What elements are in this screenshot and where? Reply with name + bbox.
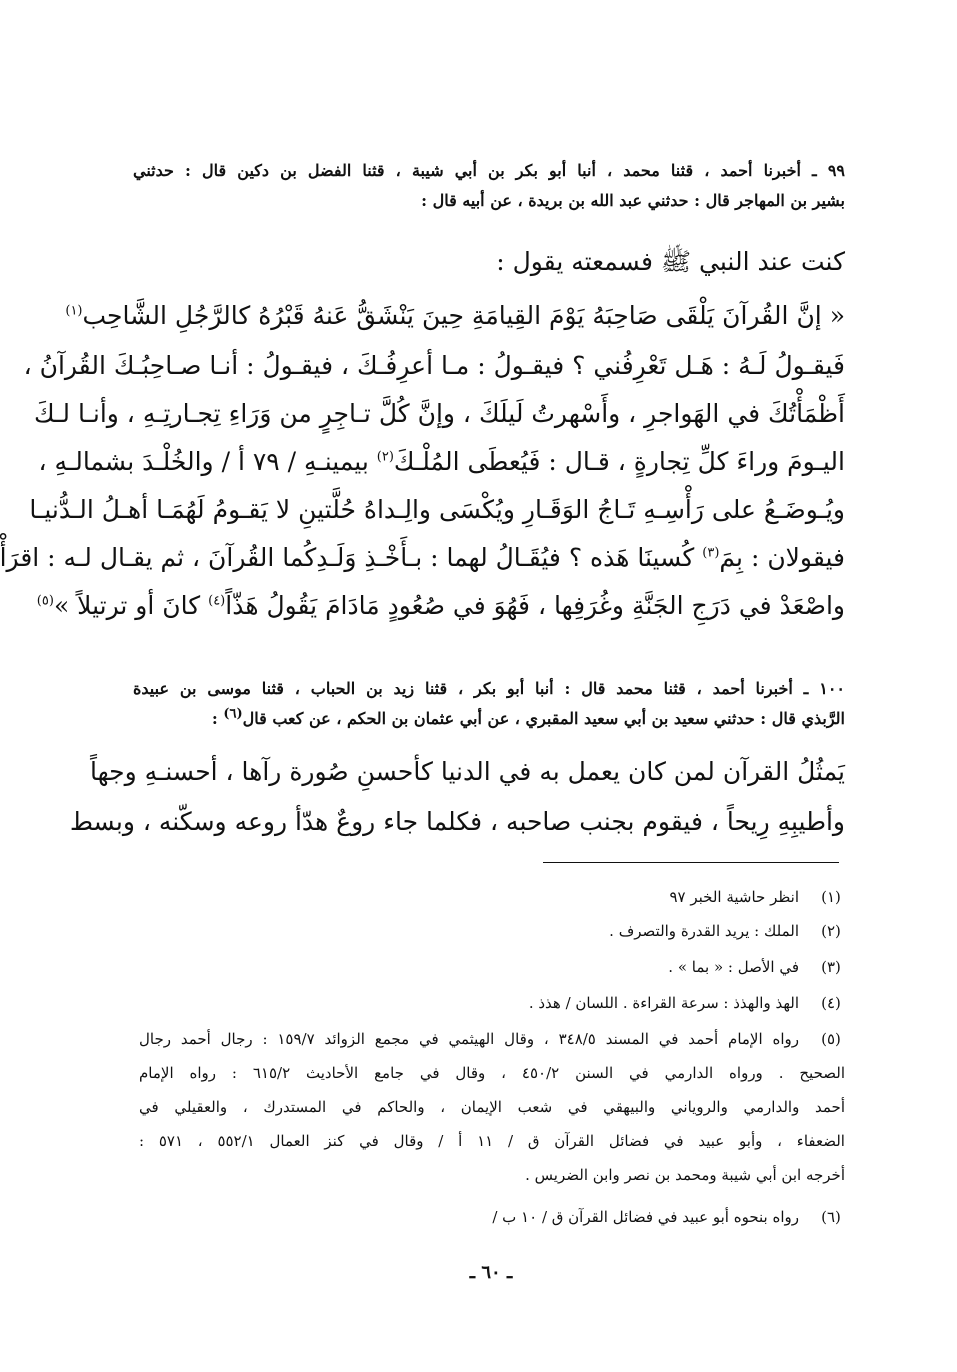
hadith-100-text-line-1: يَمثُلُ القرآن لمن كان يعمل به في الدنيا كأحسنِ صُورة رآها ، أحسنـهِ وجهاً — [90, 757, 845, 786]
footnote-4-text: الهذ والهذذ : سرعة القراءة . اللسان / هذذ . — [528, 994, 799, 1012]
footnote-1-number: (١) — [821, 888, 841, 906]
hadith-99-chain-line-2: بشير بن المهاجر قال : حدثني عبد الله بن بريدة ، عن أبيه قال : — [421, 191, 845, 210]
hadith-100-text-line-2: وأطيبِهِ رِيحاً ، فيقوم بجنب صاحبه ، فكلما جاء روعٌ هدّأ روعه وسكّنه ، وبسط — [69, 807, 845, 836]
footnote-ref-3: (٣) — [702, 545, 720, 561]
footnote-ref-4: (٤) — [208, 593, 226, 609]
footnote-6 — [139, 1204, 845, 1230]
hadith-99-chain-line-1: ٩٩ ـ أخبرنا أحمد ، قثنا محمد ، أنبا أبو بكر بن أبي شيبة ، قثنا الفضل بن دكين قال : حدثني — [133, 161, 845, 180]
hadith-99-text-line-1: « إنَّ القُرآنَ يَلْقَى صَاحِبَهُ يَوْمَ القِيامَةِ حِينَ يَنْشَقُّ عَنهُ قَبْرُهُ كالرَّجُلِ الشَّاحِب$^{(١)}$ — [65, 301, 845, 330]
footnote-2-number: (٢) — [821, 922, 841, 940]
footnote-5-line-3: أحمد والدارمي والروياني والبيهقي في شعب الإيمان ، والحاكم في المستدرك ، والعقيلي في — [139, 1098, 845, 1116]
footnote-1-text: انظر حاشية الخبر ٩٧ — [669, 888, 799, 906]
page-number: ـ ٦٠ ـ — [469, 1262, 513, 1283]
hadith-99-text-line-4: اليـومَ وراءَ كلِّ تِجارةٍ ، قـال : فَيُعطَى المُلْـكَ$^{(٢)}$ بيمينـهِ / ٧٩ أ / والخُلْـدَ بشمالـهِ ، — [38, 447, 845, 476]
footnote-ref-1: (١) — [65, 303, 83, 319]
footnote-5-line-2: الصحيح . ورواه الدارمي في السنن ٤٥٠/٢ ، وقال في جامع الأحاديث ٦١٥/٢ : رواه الإمام — [139, 1064, 845, 1082]
footnote-ref-2: (٢) — [376, 449, 394, 465]
footnote-5-line-5: أخرجه ابن أبي شيبة ومحمد بن نصر وابن الضريس . — [525, 1166, 845, 1184]
footnote-2 — [139, 918, 845, 944]
hadith-100-chain-line-2: الرَّبذي قال : حدثني سعيد بن أبي سعيد المقبري ، عن أبي عثمان بن الحكم ، عن كعب قال$^{(٦)}$ : — [211, 706, 845, 728]
hadith-99-text-line-6: فيقولان : بِمَ$^{(٣)}$ كُسينَا هَذه ؟ فيُقَـالُ لهما : بـأَخْـذِ وَلَـدِكُما القُرآنَ ، ثم يقـال لـه : اقرَأْ — [0, 543, 845, 572]
hadith-99-text-line-2: فَيقـولُ لَـهُ : هَـل تَعْرِفُني ؟ فيقـولُ : مـا أعرِفُـكَ ، فيقـولُ : أنـا صـاحِبُـكَ القُرآنُ ، — [23, 351, 845, 380]
footnote-2-text: الملك : يريد القدرة والتصرف . — [609, 922, 799, 940]
footnote-ref-6: (٦) — [223, 706, 243, 722]
hadith-99-text-line-7: واصْعَدْ في دَرَجِ الجَنَّةِ وغُرَفِها ، فَهُوَ في صُعُودٍ مَادَامَ يَقُولُ هَذّاً$^{(٤)}$ كانَ أو ترتيلاً »$^{(٥)}$ — [36, 591, 845, 620]
footnote-5-line-4: الضعفاء ، وأبو عبيد في فضائل القرآن ق / ١١ أ / وقال في كنز العمال ٥٥٢/١ ، ٥٧١ : — [139, 1132, 845, 1150]
footnote-separator — [543, 862, 839, 863]
footnote-5-line-1: رواه الإمام أحمد في المسند ٣٤٨/٥ ، وقال الهيثمي في مجمع الزوائد ١٥٩/٧ : رجال أحمد رجال — [139, 1030, 799, 1048]
hadith-99-text-line-3: أَظْمَأْتُكَ في الهَواجرِ ، وأَسْهرتُ لَيلَكَ ، وإنَّ كُلَّ تـاجِرٍ من وَرَاءِ تِجـارتِـهِ ، وأنـا لـكَ — [33, 399, 845, 428]
hadith-99-text-line-5: ويُـوضَـعُ على رَأْسِـهِ تَـاجُ الوَقَـارِ ويُكْسَى والِـداهُ حُلَّتينِ لا يَقـومُ لَهُمَـا أهـلُ الـدُّنيـا — [29, 495, 845, 524]
footnote-ref-5: (٥) — [36, 593, 54, 609]
footnote-3-number: (٣) — [821, 958, 841, 976]
footnote-5-number: (٥) — [821, 1030, 841, 1048]
hadith-99-intro: كنت عند النبي ﷺ فسمعته يقول : — [496, 247, 845, 276]
footnote-3 — [139, 954, 845, 980]
footnote-6-text: رواه بنحوه أبو عبيد في فضائل القرآن ق / ١٠ ب / — [492, 1208, 799, 1226]
hadith-100-chain-line-1: ١٠٠ ـ أخبرنا أحمد ، قثنا محمد قال : أنبا أبو بكر ، قثنا زيد بن الحباب ، قثنا موسى بن عبيدة — [133, 679, 845, 698]
footnote-4 — [139, 990, 845, 1016]
footnote-4-number: (٤) — [821, 994, 841, 1012]
footnote-6-number: (٦) — [821, 1208, 841, 1226]
footnote-3-text: في الأصل : « بما » . — [668, 958, 799, 976]
footnote-5 — [139, 1026, 845, 1052]
footnote-1 — [139, 884, 845, 910]
